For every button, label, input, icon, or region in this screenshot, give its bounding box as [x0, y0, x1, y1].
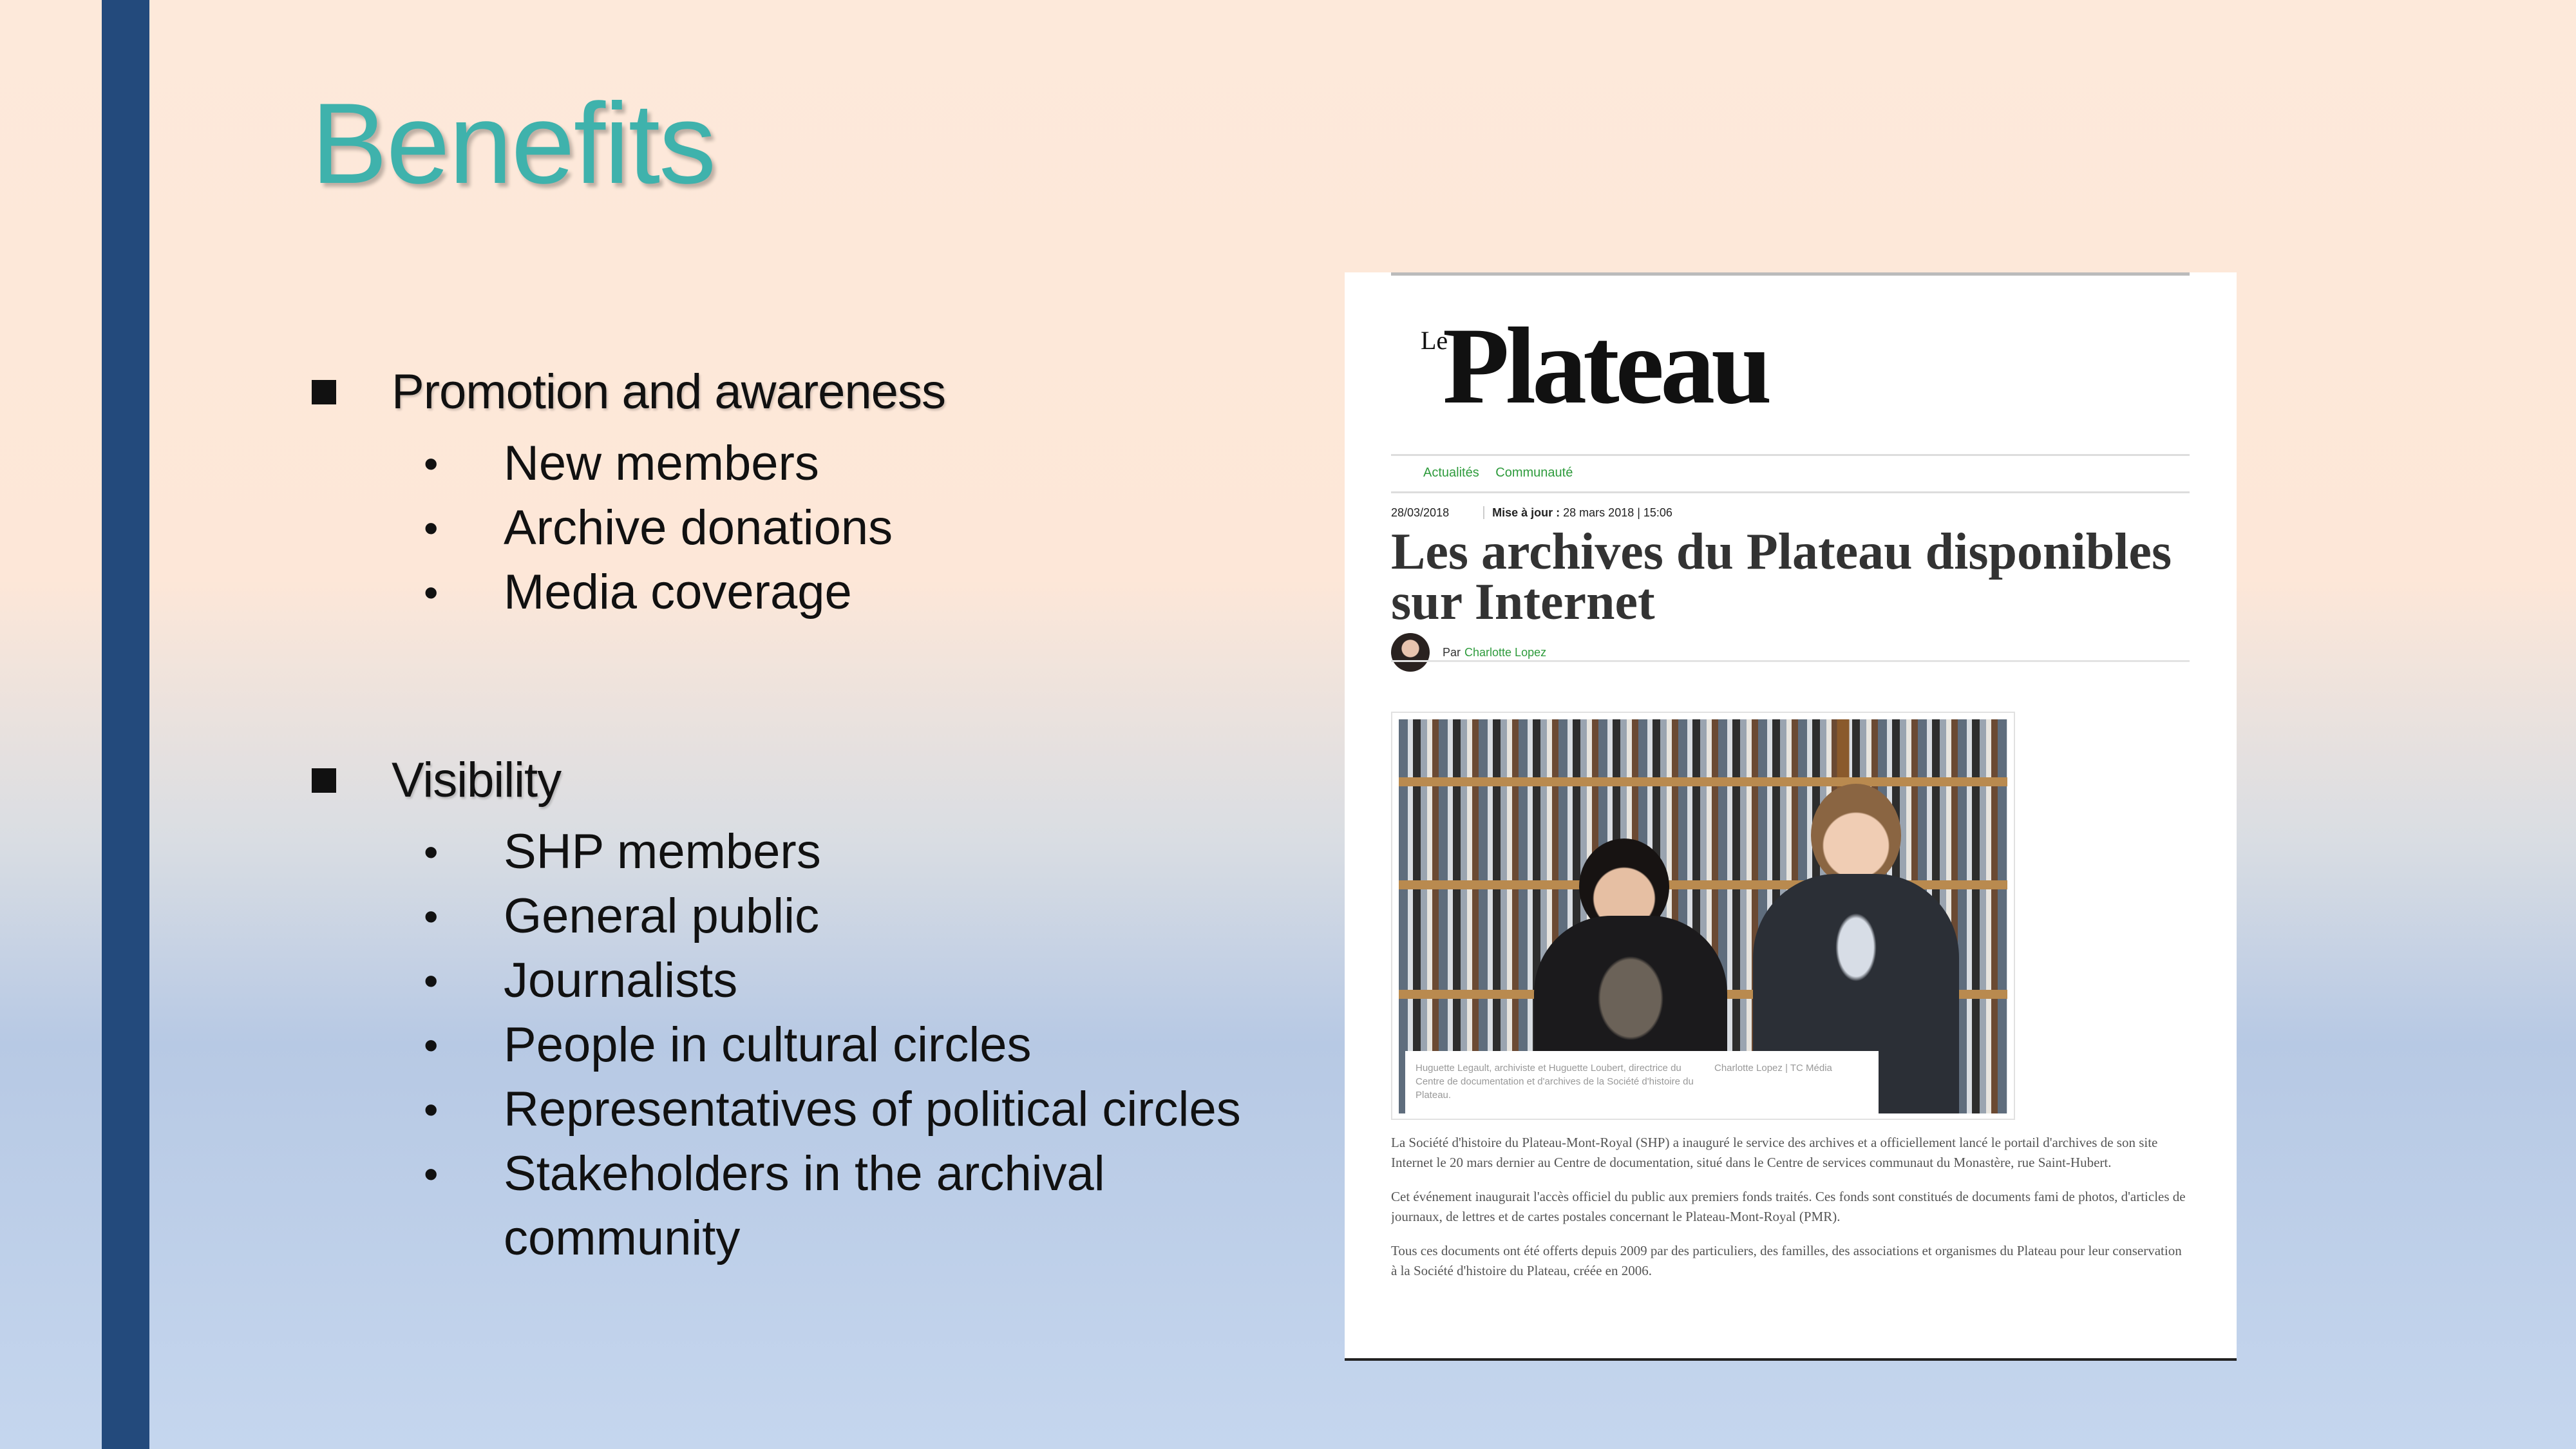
- article-body: [1391, 1133, 2190, 1295]
- list-item: • Journalists: [309, 949, 1341, 1013]
- bullet-icon: •: [424, 1022, 439, 1068]
- newspaper-logo: Plateau: [1443, 305, 1768, 426]
- article-paragraph: Cet événement inaugurait l'accès officiel du public aux premiers fonds traités. Ces fonds sont constitués de documents fami de photos, d'articles de journaux, de lettres et de cartes postales concernant le Plateau-Mont-Royal (PMR).: [1391, 1189, 2186, 1224]
- divider: [1391, 272, 2190, 276]
- square-bullet-icon: [312, 380, 336, 404]
- section-promotion: [309, 364, 1341, 625]
- bullet-icon: •: [424, 440, 439, 487]
- bullet-icon: •: [424, 1086, 439, 1133]
- article-meta: [1391, 506, 1672, 520]
- list-item: • General public: [309, 884, 1341, 949]
- list-item: • Representatives of political circles: [309, 1077, 1341, 1142]
- list-item: • Stakeholders in the archival community: [309, 1142, 1341, 1271]
- square-bullet-icon: [312, 768, 336, 793]
- author-name: Charlotte Lopez: [1464, 645, 1547, 659]
- bullet-icon: •: [424, 893, 439, 940]
- divider: [1391, 454, 2190, 456]
- article-author: Par Charlotte Lopez: [1391, 633, 1546, 672]
- list-item: • New members: [309, 431, 1341, 496]
- article-headline: Les archives du Plateau disponibles sur Internet: [1391, 524, 2172, 630]
- article-paragraph: Tous ces documents ont été offerts depuis 2009 par des particuliers, des familles, des associations et organismes du Plateau pour leur conservation à la Société d'histoire du Plateau, créée en 2006.: [1391, 1243, 2182, 1278]
- slide-title: Benefits: [311, 79, 715, 207]
- photo-library-scene: [1399, 719, 2007, 1113]
- nav-link-actualites: Actualités: [1423, 466, 1479, 480]
- author-avatar: [1391, 633, 1430, 672]
- nav-link-communaute: Communauté: [1495, 466, 1573, 480]
- article-update: Mise à jour : 28 mars 2018 | 15:06: [1483, 506, 1672, 519]
- article-paragraph: La Société d'histoire du Plateau-Mont-Royal (SHP) a inauguré le service des archives et a officiellement lancé le portail d'archives de son site Internet le 20 mars dernier au Centre de documentation, situé dans le Centre de services communaut du Monastère, rue Saint-Hubert.: [1391, 1135, 2158, 1170]
- bullet-list: [309, 820, 1341, 1271]
- bullet-list: [309, 431, 1341, 625]
- list-item: • Archive donations: [309, 496, 1341, 560]
- section-heading: [309, 364, 1341, 420]
- list-item: • People in cultural circles: [309, 1013, 1341, 1077]
- photo-caption: Huguette Legault, archiviste et Huguette Loubert, directrice du Centre de documentation et d'archives de la Société d'histoire du Plateau. Charlotte Lopez | TC Média: [1405, 1051, 1879, 1113]
- photo-credit: Charlotte Lopez | TC Média: [1714, 1063, 1832, 1074]
- article-date: 28/03/2018: [1391, 506, 1450, 519]
- divider: [1391, 660, 2190, 662]
- bullet-icon: •: [424, 958, 439, 1004]
- bullet-icon: •: [424, 829, 439, 875]
- section-heading-text: Visibility: [392, 753, 562, 808]
- section-visibility: [309, 752, 1341, 1271]
- divider: [1391, 491, 2190, 493]
- article-photo: [1391, 712, 2015, 1120]
- bullet-icon: •: [424, 569, 439, 616]
- section-heading-text: Promotion and awareness: [392, 365, 945, 419]
- logo-prefix: Le: [1421, 326, 1448, 355]
- article-nav: [1423, 466, 1586, 480]
- left-accent-bar: [102, 0, 149, 1449]
- list-item: • SHP members: [309, 820, 1341, 884]
- bullet-icon: •: [424, 1151, 439, 1197]
- section-heading: [309, 752, 1341, 808]
- bullet-icon: •: [424, 505, 439, 551]
- list-item: • Media coverage: [309, 560, 1341, 625]
- newspaper-article-image: [1345, 272, 2237, 1361]
